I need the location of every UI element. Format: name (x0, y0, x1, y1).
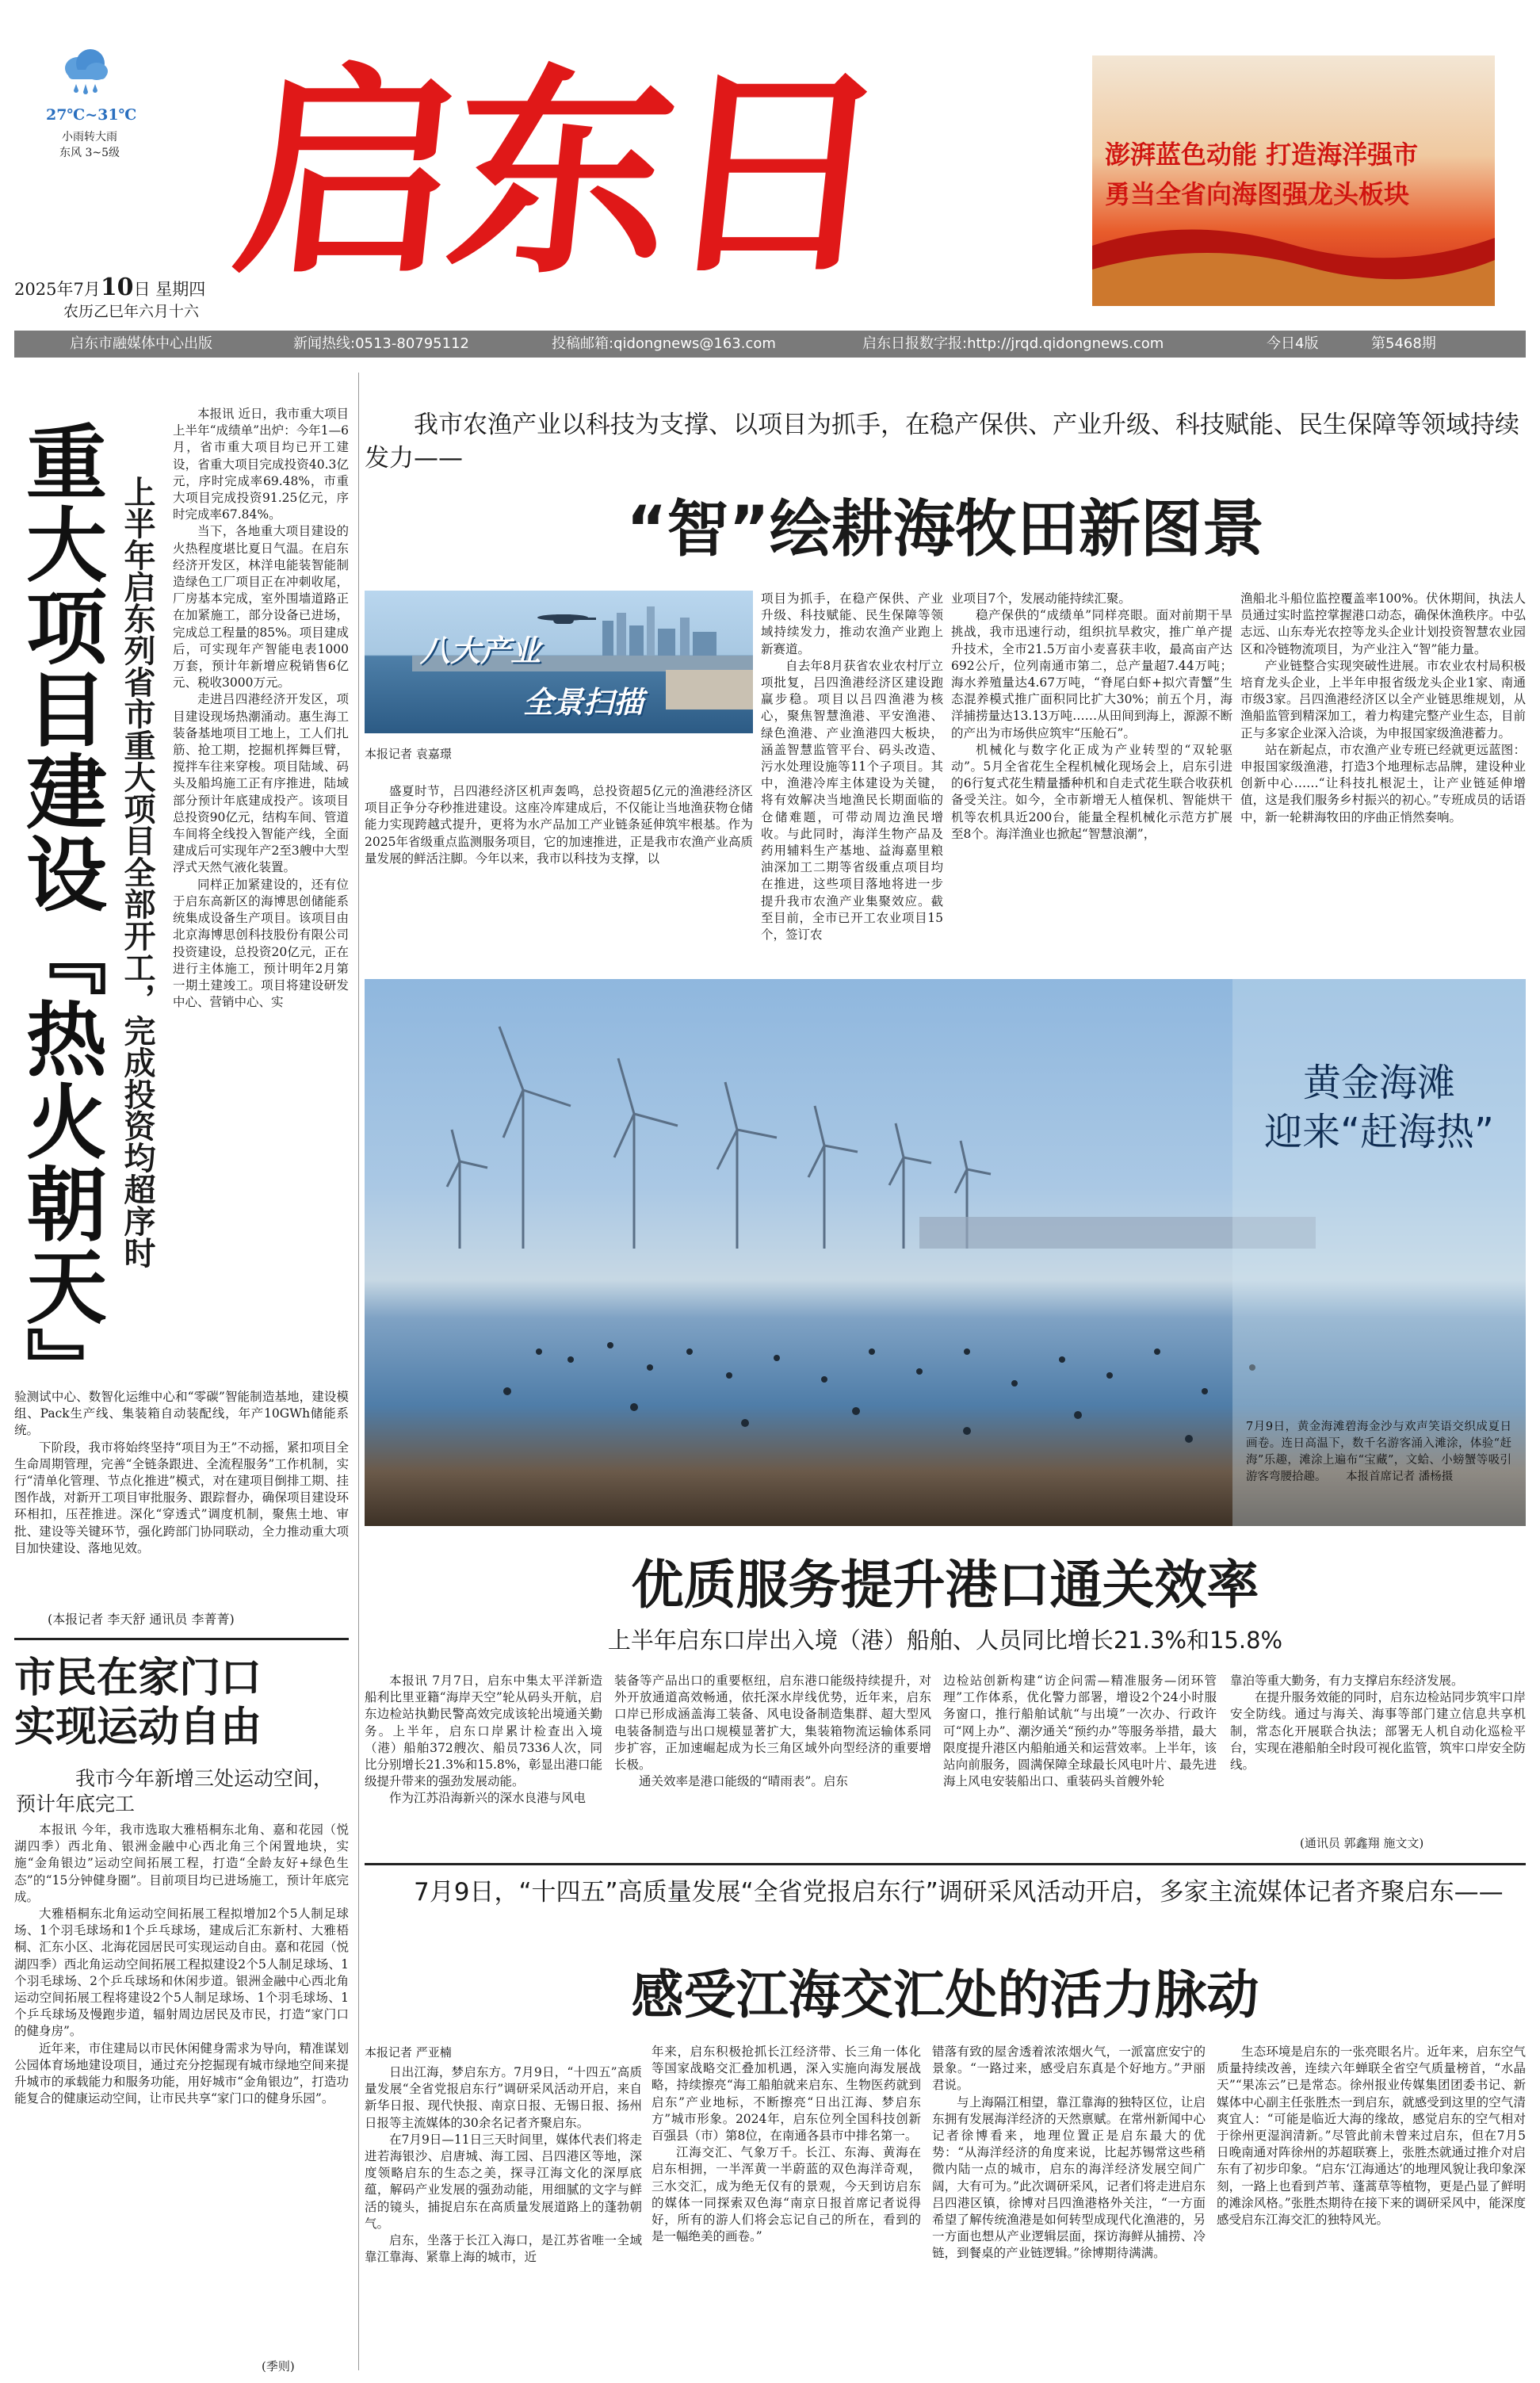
story3-kicker: 我市农渔产业以科技为支撑、以项目为抓手，在稳产保供、产业升级、科技赋能、民生保障等领域持续发力—— (365, 411, 1519, 472)
img-text-2: 全景扫描 (523, 684, 644, 720)
cloud-rain-icon (60, 46, 111, 103)
divider (365, 1863, 1526, 1865)
paragraph: 日出江海，梦启东方。7月9日，“十四五”高质量发展“全省党报启东行”调研采风活动开启，来自新华日报、现代快报、南京日报、无锡日报、扬州日报等主流媒体的30余名记者齐聚启东。 (365, 2065, 642, 2130)
paragraph: 走进吕四港经济开发区，项目建设现场热潮涌动。惠生海工装备基地项目工地上，工人们扎筋、抢工期，挖掘机挥舞巨臂，搅拌车往来穿梭。项目陆域、码头及船坞施工正有序推进，陆域部分预计年底建成投产。该项目总投资90亿元，结构车间、管道车间将全线投入智能产线，全面建成后可实现年产2至3艘中大型浮式天然气液化装置。 (173, 692, 349, 875)
paragraph: 装备等产品出口的重要枢纽，启东港口能级持续提升，对外开放通道高效畅通，依托深水岸线优势，近年来，启东口岸已形成涵盖海工装备、风电设备制造集群、超大型风电装备制造与出口规模显著扩大，集装箱物流运输体系同步扩容，正加速崛起成为长三角区域外向型经济的重要增长极。 (614, 1673, 931, 1773)
paragraph: 盛夏时节，吕四港经济区机声轰鸣，总投资超5亿元的渔港经济区项目正争分夺秒推进建设。这座冷库建成后，不仅能让当地渔获物仓储能力实现跨越式提升，更将为水产品加工产业链条延伸筑牢根基。作为2025年省级重点监测服务项目，它的加速推进，正是我市农渔产业高质量发展的鲜活注脚。今年以来，我市以科技为支撑，以 (365, 784, 753, 866)
paragraph: 机械化与数字化正成为产业转型的“双轮驱动”。5月全省花生全程机械化现场会上，启东引进的6行复式花生精量播种机和自走式花生联合收获机备受关注。如今，全市新增无人植保机、智能烘干机等农机具近200台，能量全程机械化示范方扩展至8个。海洋渔业也掀起“智慧浪潮”， (951, 742, 1232, 841)
photo-title-l2: 迎来“赶海热” (1264, 1110, 1494, 1154)
paragraph: 错落有致的屋舍透着浓浓烟火气，一派富庶安宁的景象。“一路过来，感受启东真是个好地方。”尹丽君说。 (932, 2044, 1206, 2093)
story5-headline: 感受江海交汇处的活力脉动 (631, 1964, 1259, 2025)
paragraph: 在提升服务效能的同时，启东边检站同步筑牢口岸安全防线。通过与海关、海事等部门建立信息共享机制，常态化开展联合执法；部署无人机自动化巡检平台，实现在港船舶全时段可视化监管，筑牢口岸安全防线。 (1230, 1690, 1526, 1773)
paragraph: 当下，各地重大项目建设的火热程度堪比夏日气温。在启东经济开发区，林洋电能装智能制造绿色工厂项目正在冲刺收尾，厂房基本完成，室外围墙道路正在加紧施工，部分设备已进场，完成总工程量的85%。项目建成后，可实现年产智能电表1000万套，预计年新增应税销售6亿元、税收3000万元。 (173, 524, 349, 690)
paragraph: 近年来，市住建局以市民休闲健身需求为导向，精准谋划公园体育场地建设项目，通过充分挖掘现有城市绿地空间来提升城市的承载能力和服务功能，用好城市“金角银边”，打造功能复合的健康运动空间，让市民共享“家门口的健身乐园”。 (14, 2041, 349, 2106)
banner-line2: 勇当全省向海图强龙头板块 (1105, 179, 1410, 209)
story5-byline: 本报记者 严亚楠 (365, 2045, 452, 2060)
story5-col3 (932, 2044, 1206, 2377)
paragraph: 验测试中心、数智化运维中心和“零碳”智能制造基地，建设模组、Pack生产线、集装箱自动装配线，年产10GWh储能系统。 (14, 1390, 349, 1438)
paragraph: 大雅梧桐东北角运动空间拓展工程拟增加2个5人制足球场、1个羽毛球场和1个乒乓球场，建成后汇东新村、大雅梧桐、汇东小区、北海花园居民可实现运动自由。嘉和花园（悦湖四季）西北角运动空间拓展工程拟建设2个5人制足球场、1个羽毛球场、2个乒乓球场和休闲步道。银洲金融中心西北角运动空间拓展工程将建设2个5人制足球场、1个羽毛球场、1个乒乓球场及慢跑步道，辐射周边居民及市民，打造“家门口的健身房”。 (14, 1907, 349, 2039)
info-issue: 第5468期 (1371, 335, 1436, 352)
lunar-date: 农历乙巳年六月十六 (63, 303, 200, 320)
photo-title-l1: 黄金海滩 (1302, 1061, 1455, 1105)
info-pages: 今日4版 (1267, 335, 1319, 352)
promo-banner (1092, 55, 1495, 306)
story2-headline-l2: 实现运动自由 (14, 1704, 262, 1751)
wave-graphic (1092, 214, 1495, 306)
story2-headline-l1: 市民在家门口 (14, 1654, 262, 1702)
story5-col4 (1217, 2044, 1526, 2377)
photo-caption (1246, 1419, 1511, 1486)
paragraph: 本报讯 近日，我市重大项目上半年“成绩单”出炉：今年1—6月，省市重大项目均已开工建设，省重大项目完成投资40.3亿元，序时完成率69.48%，市重大项目完成投资91.25亿元，序时完成率67.84%。 (173, 407, 349, 522)
story3-col1 (365, 783, 753, 970)
paragraph: 通关效率是港口能级的“晴雨表”。启东 (639, 1774, 848, 1789)
info-publisher: 启东市融媒体中心出版 (70, 335, 212, 352)
img-text-1: 八大产业 (420, 633, 541, 668)
paragraph: 同样正加紧建设的，还有位于启东高新区的海博思创储能系统集成设备生产项目。该项目由北京海博思创科技股份有限公司投资建设，总投资20亿元，正在进行主体施工，预计明年2月第一期土建竣工。项目将建设研发中心、营销中心、实 (173, 877, 349, 1010)
info-email[interactable]: 投稿邮箱:qidongnews@163.com (552, 335, 776, 352)
story4-col3 (943, 1673, 1217, 1855)
story2-headline (14, 1654, 349, 1752)
banner-line1: 澎湃蓝色动能 打造海洋强市 (1105, 140, 1419, 170)
paragraph: 边检站创新构建“访企问需—精准服务—闭环管理”工作体系，优化警力部署，增设2个24小时服务窗口，推行船舶试航“与出境”一次办、行政许可“网上办”、潮汐通关“预约办”等服务举措，最大限度提升港区内船舶通关和运营效率。上半年，该站向前服务，圆满保障全球最长风电叶片、最先进海上风电安装船出口、重装码头首艘外轮 (943, 1673, 1217, 1789)
story5-col1 (365, 2064, 642, 2377)
info-hotline: 新闻热线:0513-80795112 (293, 335, 469, 352)
beach-photo (365, 979, 1526, 1526)
paragraph: 启东，坐落于长江入海口，是江苏省唯一全域靠江靠海、紧靠上海的城市，近 (365, 2233, 642, 2265)
story3-col4 (1240, 591, 1526, 971)
weather-wind: 东风 3~5级 (59, 147, 120, 159)
story2-credit: (季则) (262, 2359, 295, 2373)
date-day: 10 (100, 273, 134, 301)
paragraph: 靠泊等重大勤务，有力支撑启东经济发展。 (1230, 1673, 1464, 1688)
story4-headline: 优质服务提升港口通关效率 (631, 1555, 1259, 1616)
photo-title (1244, 1058, 1514, 1157)
paragraph: 生态环境是启东的一张亮眼名片。近年来，启东空气质量持续改善，连续六年蝉联全省空气质量榜首，“水晶天”“果冻云”已是常态。徐州报业传媒集团团委书记、新媒体中心副主任张胜杰一到启东，就感受到这里的空气清爽宜人：“可能是临近大海的缘故，感觉启东的空气相对于徐州更湿润清新。”尽管此前未曾来过启东，但在7月5日晚南通对阵徐州的苏超联赛上，张胜杰就通过推介对启东有了初步印象。“启东‘江海通达’的地理风貌让我印象深刻，一路上也看到芦苇、蓬蒿草等植物，更是凸显了鲜明的滩涂风格。”张胜杰期待在接下来的调研采风中，能深度感受启东江海交汇的独特风光。 (1217, 2044, 1526, 2228)
paragraph: 产业链整合实现突破性进展。市农业农村局积极培育龙头企业，上半年申报省级龙头企业1家、南通市级3家。吕四渔港经济区以全产业链思维规划，从渔船监管到精深加工，着力构建完整产业生态，目前正与多家企业深入洽谈，为申报国家级渔港蓄力。 (1240, 658, 1526, 740)
story4-col2 (614, 1673, 931, 1855)
paragraph: 项目为抓手，在稳产保供、产业升级、科技赋能、民生保障等领域持续发力，推动农渔产业跑上新赛道。 (761, 591, 943, 656)
weather-temp: 27℃~31℃ (46, 106, 137, 124)
paragraph: 年来，启东积极抢抓长江经济带、长三角一体化等国家战略交汇叠加机遇，深入实施向海发展战略，持续擦亮“海工船舶就来启东、生物医药就到启东”产业地标，不断擦亮“日出江海、梦启东方”城市形象。2024年，启东位列全国科技创新百强县（市）第8位，在南通各县市中排名第一。 (652, 2044, 921, 2144)
story1-column (173, 406, 349, 1387)
paragraph: 本报讯 今年，我市选取大雅梧桐东北角、嘉和花园（悦湖四季）西北角、银洲金融中心西北角三个闲置地块，实施“金角银边”运动空间拓展工程，打造“全龄友好+绿色生态”的“15分钟健身圈”。目前项目均已进场施工，预计年底完成。 (14, 1823, 349, 1904)
story1-subtitle: 上半年启东列省市重大项目全部开工，完成投资均超序时 (119, 476, 156, 1268)
story5-col2 (652, 2044, 921, 2377)
paragraph: 自去年8月获省农业农村厅立项批复，吕四渔港经济区建设跑赢步稳。项目以吕四渔港为核心，聚焦智慧渔港、平安渔港、绿色渔港、产业渔港四大板块，涵盖智慧监管平台、码头改造、污水处理设施等11个子项目。其中，渔港冷库主体建设为关键，将有效解决当地渔民长期面临的仓储难题，可带动周边渔民增收。与此同时，海洋生物产品及药用辅料生产基地、益海嘉里粮油深加工二期等省级重点项目均在推进，这些项目落地将进一步提升我市农渔产业集聚效应。截至目前，全市已开工农业项目15个，签订农 (761, 658, 943, 943)
weather-box (14, 46, 165, 252)
story2-subtitle: 我市今年新增三处运动空间，预计年底完工 (16, 1767, 334, 1815)
date-post: 日 星期四 (133, 280, 206, 299)
story5-kicker: 7月9日，“十四五”高质量发展“全省党报启东行”调研采风活动开启，多家主流媒体记者齐聚启东—— (414, 1878, 1504, 1907)
paragraph: 下阶段，我市将始终坚持“项目为王”不动摇，紧扣项目全生命周期管理，完善“全链条跟进、全流程服务”工作机制，实行“清单化管理、节点化推进”模式，对在建项目倒排工期、挂图作战，对新开工项目审批服务、跟踪督办，确保项目建设环环相扣，压茬推进。深化“穿透式”调度机制，聚焦土地、审批、建设等关键环节，强化跨部门协同联动，全力推动重大项目加快建设、落地见效。 (14, 1440, 349, 1555)
story3-byline: 本报记者 袁嘉璟 (365, 747, 452, 761)
masthead-logo: 启东日报 (224, 44, 894, 304)
story1-credit: (本报记者 李天舒 通讯员 李菁菁) (48, 1612, 235, 1627)
story1-bottom-text (14, 1389, 349, 1597)
info-digital[interactable]: 启东日报数字报:http://jrqd.qidongnews.com (862, 335, 1164, 352)
photo-credit: 本报首席记者 潘杨摄 (1346, 1471, 1454, 1483)
paragraph: 站在新起点，市农渔产业专班已经就更远蓝图：申报国家级渔港，打造3个地理标志品牌，建设种业创新中心……“让科技扎根泥土，让产业链延伸增值，这是我们服务乡村振兴的初心。”专班成员的话语中，新一轮耕海牧田的序曲正悄然奏响。 (1240, 742, 1526, 824)
divider (358, 373, 359, 2370)
paragraph: 作为江苏沿海新兴的深水良港与风电 (389, 1791, 587, 1806)
photo-caption-text: 7月9日，黄金海滩碧海金沙与欢声笑语交织成夏日画卷。连日高温下，数千名游客涌入滩涂，体验“赶海”乐趣，滩涂上遍布“宝藏”，文蛤、小螃蟹等吸引游客弯腰拾趣。 (1246, 1421, 1511, 1483)
story3-col3 (951, 591, 1232, 971)
weather-desc: 小雨转大雨 (62, 131, 117, 143)
story3-headline: “智”绘耕海牧田新图景 (626, 494, 1264, 565)
info-bar (14, 331, 1526, 358)
story4-col1 (365, 1673, 602, 1855)
story4-subhead: 上半年启东口岸出入境（港）船舶、人员同比增长21.3%和15.8% (607, 1627, 1283, 1654)
paragraph: 业项目7个，发展动能持续汇聚。 (951, 591, 1131, 606)
paragraph: 渔船北斗船位监控覆盖率100%。伏休期间，执法人员通过实时监控掌握港口动态，确保休渔秩序。中弘志远、山东寿光农控等龙头企业计划投资智慧农业园区和冷链物流项目，为产业注入“智”能力量。 (1240, 591, 1526, 656)
industry-image (365, 591, 753, 733)
story4-credit: (通讯员 郭鑫翔 施文文) (1300, 1836, 1424, 1850)
story3-col2 (761, 591, 943, 971)
paragraph: 稳产保供的“成绩单”同样亮眼。面对前期干旱挑战，我市迅速行动，组织抗旱救灾，推广单产提升技术，全市21.5万亩小麦喜获丰收，最高亩产达692公斤，位列南通市第二，总产量超7.44万吨；海水养殖量达4.67万吨，“脊尾白虾+拟穴青蟹”生态混养模式推广面积同比扩大30%；前五个月，海洋捕捞量达13.13万吨……从田间到海上，源源不断的产出为市场供应筑牢“压舱石”。 (951, 608, 1232, 740)
paragraph: 在7月9日—11日三天时间里，媒体代表们将走进若海银沙、启唐城、海工园、吕四港区等地，深度领略启东的生态之美，探寻江海文化的深厚底蕴，解码产业发展的强劲动能，用细腻的文字与鲜活的镜头，捕捉启东在高质量发展道路上的蓬勃朝气。 (365, 2132, 642, 2231)
story2-body (14, 1822, 349, 2358)
issue-date (14, 273, 205, 301)
divider (14, 1638, 349, 1640)
paragraph: 与上海隔江相望，靠江靠海的独特区位，让启东拥有发展海洋经济的天然禀赋。在常州新闻中心记者徐博看来，地理位置正是启东最大的优势：“从海洋经济的角度来说，比起苏锡常这些稍微内陆一点的城市，启东的海洋经济发展空间广阔，大有可为。”此次调研采风，记者们将走进启东吕四港区镇，徐博对吕四渔港格外关注，“一方面希望了解传统渔港是如何转型成现代化渔港的，另一方面也想从产业逻辑层面，探访海鲜从捕捞、冷链，到餐桌的产业链逻辑。”徐博期待满满。 (932, 2094, 1206, 2261)
story1-headline: 重大项目建设『热火朝天』 (13, 420, 108, 1410)
date-pre: 2025年7月 (14, 280, 101, 299)
paragraph: 本报讯 7月7日，启东中集太平洋新造船利比里亚籍“海岸天空”轮从码头开航，启东边检站执勤民警高效完成该轮出境通关勤务。上半年，启东口岸累计检查出入境（港）船舶372艘次、船员7336人次，同比分别增长21.3%和15.8%，彰显出港口能级提升带来的强劲发展动能。 (365, 1673, 602, 1789)
story4-col4 (1230, 1673, 1526, 1815)
paragraph: 江海交汇、气象万千。长江、东海、黄海在启东相拥，一半浑黄一半蔚蓝的双色海洋奇观，三水交汇，成为绝无仅有的景观，今天到访启东的媒体一同探索双色海“南京日报首席记者说得好，所有的游人们将会忘记自己的所在，看到的是一幅绝美的画卷。” (652, 2145, 921, 2244)
